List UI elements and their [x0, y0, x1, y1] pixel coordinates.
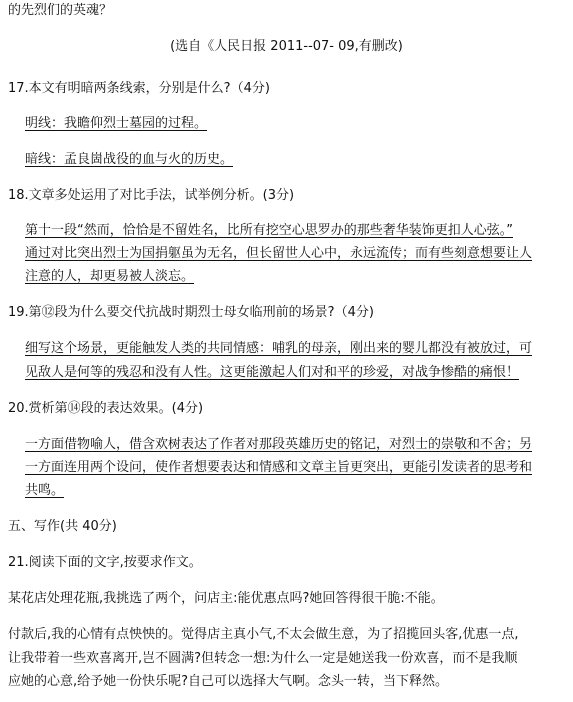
- answer-17-line-1: 明线：我瞻仰烈士墓园的过程。: [25, 116, 208, 131]
- prompt-paragraph-2-line-1: 付款后,我的心情有点怏怏的。觉得店主真小气,不太会做生意，为了招揽回头客,优惠一点,: [8, 627, 519, 642]
- prompt-paragraph-2-line-3: 应她的心意,给予她一份快乐呢?自己可以选择大气啊。念头一转，当下释然。: [8, 674, 449, 689]
- question-21: 21.阅读下面的文字,按要求作文。: [8, 555, 202, 570]
- prompt-paragraph-2-line-2: 让我带着一些欢喜离开,岂不圆满?但转念一想:为什么一定是她送我一份欢喜，而不是我顺: [8, 651, 518, 666]
- answer-18-line-2: 通过对比突出烈士为国捐躯虽为无名，但长留世人心中，永远流传；而有些刻意想要让人: [25, 246, 533, 261]
- prompt-paragraph-1: 某花店处理花瓶,我挑选了两个，问店主:能优惠点吗?她回答得很干脆:不能。: [8, 591, 444, 606]
- answer-20-line-1: 一方面借物喻人，借含欢树表达了作者对那段英雄历史的铭记，对烈士的崇敬和不舍；另: [25, 437, 533, 452]
- question-20: 20.赏析第⑭段的表达效果。(4分): [8, 401, 204, 416]
- section-5-heading: 五、写作(共 40分): [8, 519, 117, 534]
- answer-18-line-3: 注意的人，却更易被人淡忘。: [25, 269, 195, 284]
- question-17: 17.本文有明暗两条线索，分别是什么?（4分): [8, 81, 270, 96]
- answer-18-line-1: 第十一段“然而，恰恰是不留姓名，比所有挖空心思罗办的那些奢华装饰更扣人心弦。”: [25, 223, 513, 238]
- answer-19-line-2: 见敌人是何等的残忍和没有人性。这更能激起人们对和平的珍爱，对战争惨酷的痛恨！: [25, 365, 520, 380]
- answer-20-line-3: 共鸣。: [25, 483, 65, 498]
- answer-19-line-1: 细写这个场景，更能触发人类的共同情感：哺乳的母亲，刚出来的婴儿都没有被放过，可: [25, 341, 533, 356]
- answer-20-line-2: 一方面连用两个设问，使作者想要表达和情感和文章主旨更突出，更能引发读者的思考和: [25, 460, 533, 475]
- answer-17-line-2: 暗线：孟良崮战役的血与火的历史。: [25, 152, 234, 167]
- source-citation: (选自《人民日报 2011--07- 09,有删改): [170, 39, 403, 54]
- question-18: 18.文章多处运用了对比手法，试举例分析。(3分): [8, 188, 295, 203]
- question-19: 19.第⑫段为什么要交代抗战时期烈士母女临刑前的场景?（4分): [8, 305, 374, 320]
- passage-ending-line: 的先烈们的英魂？: [8, 3, 113, 18]
